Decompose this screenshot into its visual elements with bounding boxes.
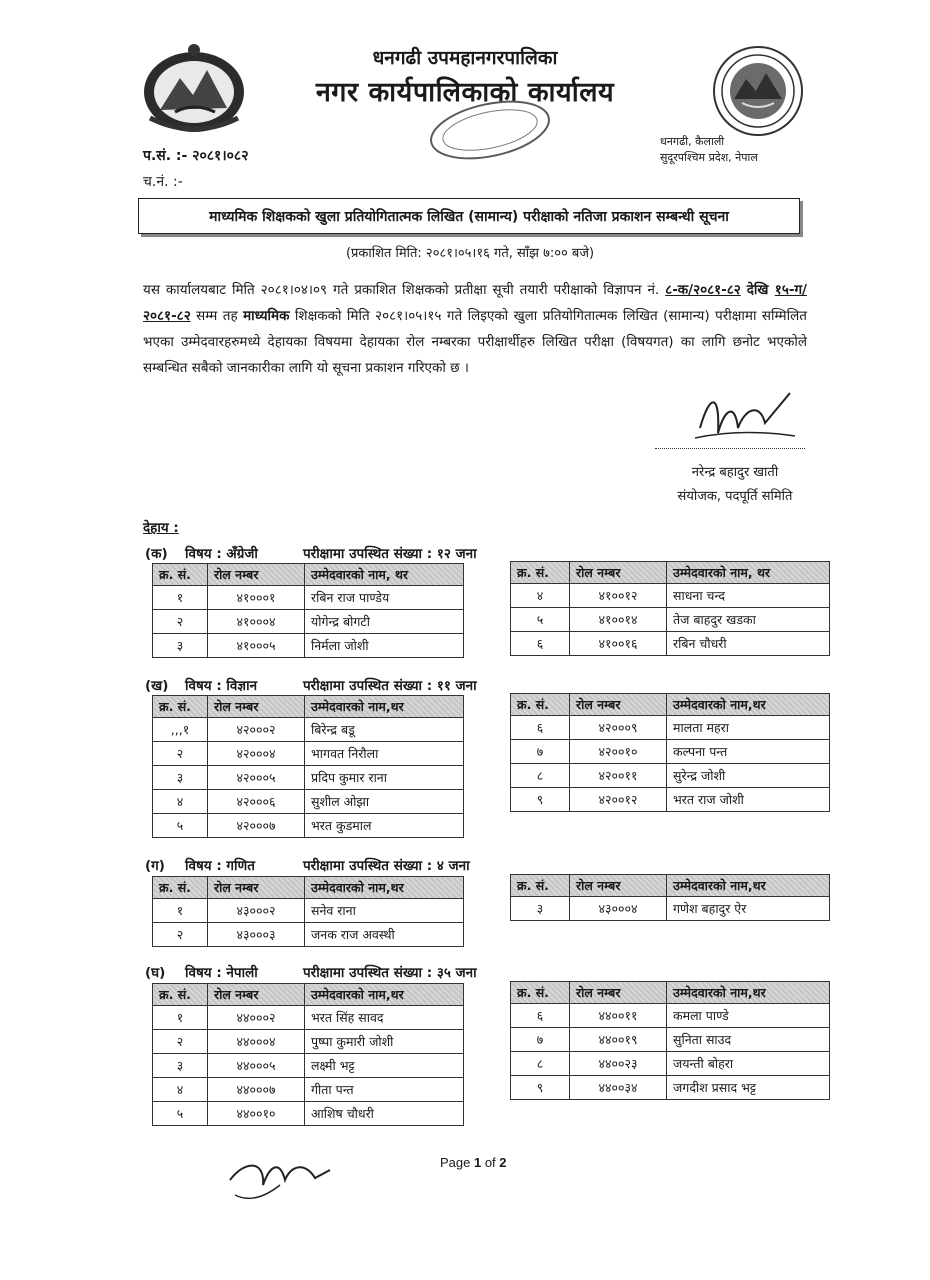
published-date: (प्रकाशित मिति: २०८१।०५।१६ गते, साँझ ७:०० बजे) — [345, 246, 595, 261]
header-roll: रोल नम्बर — [570, 982, 667, 1004]
section-count: परीक्षामा उपस्थित संख्या : ११ जना — [303, 678, 477, 694]
cell-sn: २ — [153, 923, 208, 947]
header-name: उम्मेदवारको नाम,थर — [305, 984, 464, 1006]
cell-sn: ६ — [511, 716, 570, 740]
section-subject: विषय : विज्ञान — [185, 678, 258, 694]
table-row — [511, 632, 830, 656]
header-roll: रोल नम्बर — [570, 694, 667, 716]
cell-roll: ४२००१० — [570, 740, 667, 764]
table-row — [511, 764, 830, 788]
table-row — [153, 1078, 464, 1102]
header-name: उम्मेदवारको नाम,थर — [305, 877, 464, 899]
cell-name: लक्ष्मी भट्ट — [305, 1054, 464, 1078]
cell-roll: ४३०००३ — [208, 923, 305, 947]
table-header-row — [511, 875, 830, 897]
table-row — [153, 634, 464, 658]
header-name: उम्मेदवारको नाम,थर — [667, 982, 830, 1004]
cell-roll: ४२०००५ — [208, 766, 305, 790]
cell-name: भागवत निरौला — [305, 742, 464, 766]
adv-to: १५-ग/२०८१-८२ — [143, 282, 807, 324]
table-row — [153, 718, 464, 742]
cell-name: कल्पना पन्त — [667, 740, 830, 764]
header-roll: रोल नम्बर — [570, 562, 667, 584]
table-header-row — [153, 877, 464, 899]
cell-roll: ४२०००२ — [208, 718, 305, 742]
address-line-1: धनगढी, कैलाली — [660, 135, 725, 148]
cell-sn: ३ — [153, 766, 208, 790]
cell-sn: ३ — [153, 634, 208, 658]
table-row — [511, 584, 830, 608]
header-name: उम्मेदवारको नाम,थर — [667, 875, 830, 897]
cell-name: रबिन राज पाण्डेय — [305, 586, 464, 610]
table-header-row — [511, 562, 830, 584]
table-row — [153, 1006, 464, 1030]
results-table — [510, 693, 830, 812]
cell-sn: ७ — [511, 1028, 570, 1052]
results-table — [152, 563, 464, 658]
cell-sn: २ — [153, 610, 208, 634]
header-sn: क्र. सं. — [511, 982, 570, 1004]
cell-sn: ९ — [511, 788, 570, 812]
header-sn: क्र. सं. — [153, 984, 208, 1006]
body-part-2: सम्म तह — [190, 308, 244, 324]
header-roll: रोल नम्बर — [208, 696, 305, 718]
table-row — [511, 897, 830, 921]
cell-roll: ४१०००१ — [208, 586, 305, 610]
cell-sn: ४ — [153, 790, 208, 814]
section-subject: विषय : नेपाली — [185, 965, 258, 981]
cell-name: साधना चन्द — [667, 584, 830, 608]
adv-from: ८-क/२०८१-८२ — [665, 282, 741, 298]
cell-roll: ४४०००२ — [208, 1006, 305, 1030]
cell-sn: ९ — [511, 1076, 570, 1100]
header-sn: क्र. सं. — [511, 562, 570, 584]
results-table — [510, 561, 830, 656]
header-roll: रोल नम्बर — [208, 564, 305, 586]
body-level: माध्यमिक — [243, 308, 290, 324]
results-table — [152, 876, 464, 947]
table-row — [511, 788, 830, 812]
cell-name: सुशील ओझा — [305, 790, 464, 814]
notice-title: माध्यमिक शिक्षकको खुला प्रतियोगितात्मक लिखित (सामान्य) परीक्षाको नतिजा प्रकाशन सम्बन्धी सूचना — [138, 198, 800, 234]
section-subject: विषय : गणित — [185, 858, 255, 874]
table-row — [511, 1004, 830, 1028]
cell-roll: ४४००११ — [570, 1004, 667, 1028]
section-label: (ग) — [145, 858, 165, 874]
cell-sn: ४ — [511, 584, 570, 608]
page-current: 1 — [473, 1155, 482, 1170]
cell-name: भरत राज जोशी — [667, 788, 830, 812]
header-sn: क्र. सं. — [511, 875, 570, 897]
table-row — [153, 610, 464, 634]
header-name: उम्मेदवारको नाम,थर — [305, 696, 464, 718]
section-subject: विषय : अँग्रेजी — [185, 546, 258, 562]
cell-name: आशिष चौधरी — [305, 1102, 464, 1126]
cell-roll: ४३०००२ — [208, 899, 305, 923]
cell-sn: ५ — [153, 814, 208, 838]
office-name: नगर कार्यपालिकाको कार्यालय — [315, 77, 615, 108]
cell-sn: ८ — [511, 1052, 570, 1076]
cell-roll: ४२००१२ — [570, 788, 667, 812]
cell-name: योगेन्द्र बोगटी — [305, 610, 464, 634]
cell-name: पुष्पा कुमारी जोशी — [305, 1030, 464, 1054]
table-row — [511, 1028, 830, 1052]
municipality-seal-logo — [712, 45, 804, 137]
cell-roll: ४१०००४ — [208, 610, 305, 634]
table-header-row — [153, 984, 464, 1006]
table-row — [153, 1102, 464, 1126]
cell-roll: ४१००१२ — [570, 584, 667, 608]
cell-name: कमला पाण्डे — [667, 1004, 830, 1028]
cell-sn: २ — [153, 1030, 208, 1054]
cell-roll: ४३०००४ — [570, 897, 667, 921]
cell-name: सनेव राना — [305, 899, 464, 923]
cell-name: गीता पन्त — [305, 1078, 464, 1102]
cell-sn: ५ — [511, 608, 570, 632]
table-row — [153, 742, 464, 766]
header-name: उम्मेदवारको नाम, थर — [667, 562, 830, 584]
cell-roll: ४२०००४ — [208, 742, 305, 766]
cell-roll: ४४०००७ — [208, 1078, 305, 1102]
cell-roll: ४२०००७ — [208, 814, 305, 838]
table-row — [153, 586, 464, 610]
address-line-2: सुदूरपश्चिम प्रदेश, नेपाल — [660, 151, 758, 164]
table-row — [511, 608, 830, 632]
body-part-1: यस कार्यालयबाट मिति २०८१।०४।०९ गते प्रकाशित शिक्षकको प्रतीक्षा सूची तयारी परीक्षाको विज्ञापन नं. — [143, 282, 666, 298]
signature-line — [655, 448, 805, 449]
cell-roll: ४४००१० — [208, 1102, 305, 1126]
municipality-name: धनगढी उपमहानगरपालिका — [372, 47, 558, 69]
cell-roll: ४४०००४ — [208, 1030, 305, 1054]
header-sn: क्र. सं. — [153, 696, 208, 718]
dispatch-number: च.नं. :- — [143, 174, 183, 190]
section-label: (घ) — [145, 965, 166, 981]
header-name: उम्मेदवारको नाम,थर — [667, 694, 830, 716]
page-number — [440, 1155, 507, 1170]
table-header-row — [511, 982, 830, 1004]
cell-name: मालता महरा — [667, 716, 830, 740]
cell-name: जयन्ती बोहरा — [667, 1052, 830, 1076]
cell-roll: ४२०००९ — [570, 716, 667, 740]
table-header-row — [153, 564, 464, 586]
cell-sn: १ — [153, 899, 208, 923]
cell-name: तेज बाहदुर खडका — [667, 608, 830, 632]
table-row — [153, 923, 464, 947]
cell-name: रबिन चौधरी — [667, 632, 830, 656]
page-prefix: Page — [440, 1155, 474, 1170]
table-row — [153, 814, 464, 838]
table-row — [153, 790, 464, 814]
reference-number: प.सं. :- २०८१।०८२ — [143, 148, 249, 164]
cell-name: जगदीश प्रसाद भट्ट — [667, 1076, 830, 1100]
cell-sn: ३ — [511, 897, 570, 921]
cell-roll: ४१००१६ — [570, 632, 667, 656]
cell-roll: ४२००११ — [570, 764, 667, 788]
table-row — [153, 766, 464, 790]
page-of: of — [481, 1155, 500, 1170]
cell-sn: १ — [153, 586, 208, 610]
table-row — [511, 1052, 830, 1076]
body-part-3: शिक्षकको मिति २०८१।०५।१५ गते लिइएको खुला प्रतियोगितात्मक लिखित (सामान्य) परीक्षामा सम्मिलित भएका उम्मेदवारहरुमध्ये देहायका विषयमा देहायका रोल नम्बरका परीक्षार्थीहरु लिखित परीक्षा (विषयगत) का लागि छनोट भएकोले सम्बन्धित सबैको जानकारीका लागि यो सूचना प्रकाशन गरिएको छ । — [143, 308, 807, 376]
section-label: (क) — [145, 546, 168, 562]
cell-sn: १ — [153, 1006, 208, 1030]
cell-name: सुनिता साउद — [667, 1028, 830, 1052]
office-address — [660, 134, 820, 166]
header-name: उम्मेदवारको नाम, थर — [305, 564, 464, 586]
cell-name: भरत सिंह सावद — [305, 1006, 464, 1030]
office-stamp — [420, 100, 570, 170]
nepal-emblem-logo — [135, 40, 253, 140]
table-row — [153, 1054, 464, 1078]
cell-roll: ४४००३४ — [570, 1076, 667, 1100]
results-table — [152, 695, 464, 838]
table-header-row — [511, 694, 830, 716]
table-row — [511, 740, 830, 764]
cell-name: सुरेन्द्र जोशी — [667, 764, 830, 788]
cell-name: निर्मला जोशी — [305, 634, 464, 658]
body-dekhi: देखि — [746, 282, 775, 298]
cell-sn: २ — [153, 742, 208, 766]
signatory-designation: संयोजक, पदपूर्ति समिति — [677, 489, 793, 504]
cell-name: जनक राज अवस्थी — [305, 923, 464, 947]
cell-roll: ४४०००५ — [208, 1054, 305, 1078]
cell-sn: ८ — [511, 764, 570, 788]
section-count: परीक्षामा उपस्थित संख्या : ४ जना — [303, 858, 470, 874]
header-roll: रोल नम्बर — [208, 984, 305, 1006]
dehaya-label: देहाय : — [143, 520, 179, 536]
cell-roll: ४४००२३ — [570, 1052, 667, 1076]
results-table — [510, 981, 830, 1100]
cell-roll: ४१००१४ — [570, 608, 667, 632]
header-sn: क्र. सं. — [153, 564, 208, 586]
header-sn: क्र. सं. — [511, 694, 570, 716]
cell-sn: ४ — [153, 1078, 208, 1102]
table-row — [153, 1030, 464, 1054]
header-roll: रोल नम्बर — [208, 877, 305, 899]
cell-name: बिरेन्द्र बडू — [305, 718, 464, 742]
cell-roll: ४१०००५ — [208, 634, 305, 658]
header-roll: रोल नम्बर — [570, 875, 667, 897]
signatory-name: नरेन्द्र बहादुर खाती — [691, 465, 779, 480]
section-count: परीक्षामा उपस्थित संख्या : ३५ जना — [303, 965, 477, 981]
cell-name: गणेश बहादुर ऐर — [667, 897, 830, 921]
section-count: परीक्षामा उपस्थित संख्या : १२ जना — [303, 546, 477, 562]
bottom-signature-mark — [225, 1150, 335, 1210]
cell-sn: ३ — [153, 1054, 208, 1078]
header-sn: क्र. सं. — [153, 877, 208, 899]
notice-body — [143, 277, 807, 381]
table-header-row — [153, 696, 464, 718]
page-total: 2 — [499, 1155, 507, 1170]
cell-roll: ४२०००६ — [208, 790, 305, 814]
table-row — [511, 1076, 830, 1100]
table-row — [511, 716, 830, 740]
cell-sn: ५ — [153, 1102, 208, 1126]
signature-mark — [690, 388, 800, 448]
signatory-block — [640, 461, 830, 509]
cell-sn: ७ — [511, 740, 570, 764]
cell-sn: ६ — [511, 1004, 570, 1028]
results-table — [510, 874, 830, 921]
results-table — [152, 983, 464, 1126]
cell-sn: ६ — [511, 632, 570, 656]
cell-name: प्रदिप कुमार राना — [305, 766, 464, 790]
section-label: (ख) — [145, 678, 169, 694]
cell-roll: ४४००१९ — [570, 1028, 667, 1052]
table-row — [153, 899, 464, 923]
cell-sn: ,,,१ — [153, 718, 208, 742]
cell-name: भरत कुडमाल — [305, 814, 464, 838]
